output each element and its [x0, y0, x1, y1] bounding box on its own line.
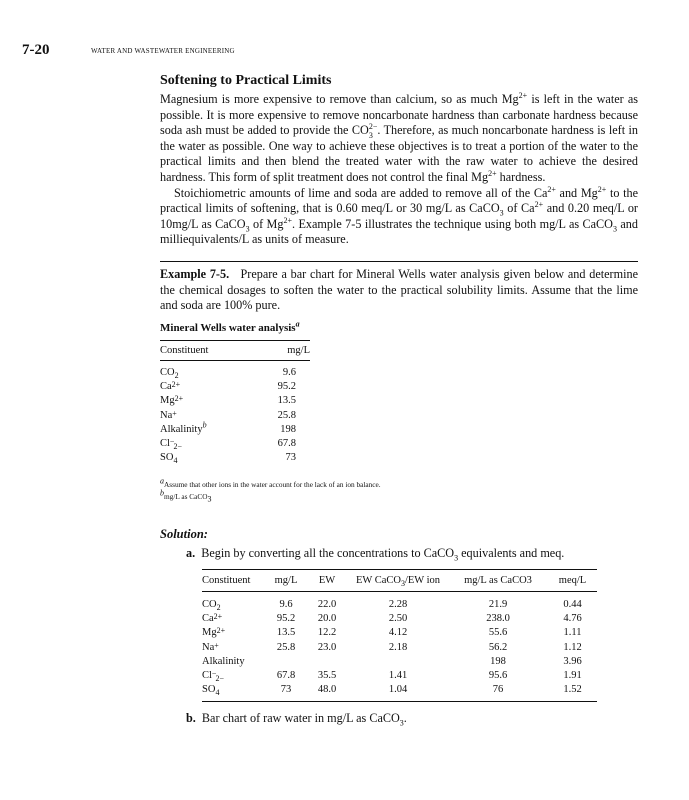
paragraph-2: Stoichiometric amounts of lime and soda are added to remove all of the $Ca^{2+}$ and $Mg^{2+}$ to the practical limits of softening, that is 0.60 meq/L or 30 mg/L as CaCO$_3$ of $Ca^{2+}$ and 0.20 meq/L or 10mg/L as CaCO$_3$ of $Mg^{2+}$. Example 7-5 illustrates the technique using both mg/L as CaCO$_3$ and milliequivalents/L as units of measure.: [160, 184, 639, 247]
table2-mgl: 95.2: [276, 613, 296, 625]
table1-header-mgl: mg/L: [250, 341, 310, 361]
table2-ratio: 2.28: [388, 599, 408, 610]
section-heading: Softening to Practical Limits: [160, 73, 332, 88]
example-text: Prepare a bar chart for Mineral Wells water analysis given below and determine the chemical dosages to soften the water to the practical solubility limits. Assume that the lime and soda are 100% pure.: [160, 267, 638, 313]
table2-header-mgl: mg/L: [266, 570, 306, 592]
table2-caco3: 55.6: [488, 627, 508, 639]
table1-row: [160, 394, 310, 408]
table2-meq: 4.76: [563, 613, 582, 625]
table1-constituent: Alkalinity $^b$: [160, 420, 207, 435]
table1-value: 13.5: [277, 395, 296, 407]
table2-constituent: Mg 2+: [202, 626, 226, 639]
table2-mgl: 25.8: [276, 641, 296, 653]
table1-value: 9.6: [282, 367, 296, 378]
solution-label: Solution:: [160, 527, 208, 541]
table2-row: [202, 669, 597, 683]
table1-value: 73: [285, 452, 296, 464]
table2-constituent: Cl −: [202, 669, 217, 682]
table2-ew: [306, 655, 348, 669]
table1-row: [160, 361, 310, 381]
table2-row: [202, 592, 597, 613]
table2-mgl: 73: [266, 683, 306, 702]
table2-header-constituent: Constituent: [202, 570, 266, 592]
table2-header-meq: meq/L: [548, 570, 597, 592]
table2-caco3: 238.0: [486, 613, 510, 625]
table1-footnote-a: $^a$Assume that other ions in the water account for the lack of an ion balance.: [160, 476, 381, 489]
table2-ratio: 2.18: [388, 641, 408, 653]
table2-meq: 1.91: [563, 670, 582, 682]
table2-mgl: 67.8: [276, 670, 296, 682]
table1-value: 67.8: [277, 438, 296, 450]
table1-footnote-b: $^b$mg/L as CaCO$_3$: [160, 488, 212, 504]
table2-meq: 3.96: [563, 655, 582, 667]
table2-ew: 23.0: [317, 641, 337, 653]
table2-constituent: Ca 2+: [202, 612, 223, 625]
table1-constituent: CO $_2$: [160, 367, 179, 381]
table2-ratio: 2.50: [388, 613, 408, 625]
solution-step-b: b. Bar chart of raw water in mg/L as CaCO$_3$.: [186, 711, 407, 728]
example-top-rule: [160, 261, 638, 262]
table2-mgl: 13.5: [276, 627, 296, 639]
example-label: Example 7-5.: [160, 267, 230, 281]
table2-mgl: 9.6: [279, 599, 293, 610]
table1-value: 95.2: [277, 381, 296, 393]
table1-caption: Mineral Wells water analysis$^a$: [160, 319, 300, 334]
table2-row: [202, 655, 597, 669]
table2-ratio: 4.12: [388, 627, 408, 639]
table2-caco3: 198: [490, 655, 506, 667]
table2-row: [202, 626, 597, 640]
table2-ratio: 1.04: [348, 683, 448, 702]
table2-row: [202, 683, 597, 702]
table2-row: [202, 612, 597, 626]
running-head: WATER AND WASTEWATER ENGINEERING: [91, 47, 235, 55]
page-number: 7-20: [22, 42, 50, 58]
table2-constituent: Na +: [202, 640, 219, 653]
paragraph-1: Magnesium is more expensive to remove than calcium, so as much $Mg^{2+}$ is left in the water as possible. It is more expensive to remove noncarbonate hardness than carbonate hardness because soda ash must be added to provide the $CO_3^{2-}$. Therefore, as much noncarbonate hardness is left in the water as possible. One way to achieve these objectives is to treat a portion of the water to the practical limits and then blend the treated water with the raw water to achieve the desired hardness. This form of split treatment does not control the final $Mg^{2+}$ hardness.: [160, 90, 638, 184]
table1-constituent: Ca 2+: [160, 380, 181, 393]
table2-ew: 22.0: [317, 599, 337, 610]
table2-meq: 0.44: [563, 599, 582, 610]
solution-step-a: a. Begin by converting all the concentrations to CaCO$_3$ equivalents and meq.: [186, 546, 565, 563]
table2-meq: 1.12: [563, 641, 582, 653]
table2-ew: 35.5: [317, 670, 337, 682]
table2-caco3: 76: [448, 683, 548, 702]
table2-constituent: SO 2− $_4$: [202, 683, 266, 702]
table2-constituent: CO $_2$: [202, 599, 221, 613]
table1-row: [160, 380, 310, 394]
table2-meq: 1.52: [548, 683, 597, 702]
table2-caco3: 56.2: [488, 641, 508, 653]
table1-header-constituent: Constituent: [160, 341, 250, 361]
section-body: [160, 92, 638, 248]
table1-row: [160, 423, 310, 437]
table2-header-caco3: mg/L as CaCO3: [448, 570, 548, 592]
table2-header-ew: EW: [306, 570, 348, 592]
table1-value: 25.8: [277, 409, 296, 421]
table1-row: [160, 451, 310, 465]
table2-ew: 20.0: [317, 613, 337, 625]
example-statement: [160, 267, 638, 314]
table2-meq: 1.11: [563, 627, 582, 639]
table2-row: [202, 641, 597, 655]
table1-constituent: Na +: [160, 408, 177, 421]
table2-caco3: 21.9: [488, 599, 508, 610]
table2-header-ratio: EW CaCO$_3$/EW ion: [348, 570, 448, 592]
table2-ew: 48.0: [306, 683, 348, 702]
table2-ratio: [348, 655, 448, 669]
table2-constituent: Alkalinity: [202, 655, 245, 667]
table1-constituent: Mg 2+: [160, 394, 184, 407]
mineral-wells-analysis-table: [160, 340, 310, 465]
table2-mgl: [266, 655, 306, 669]
table1-constituent: SO 2− $_4$: [160, 442, 182, 466]
conversion-table: [202, 569, 597, 702]
table1-row: [160, 437, 310, 451]
table2-ew: 12.2: [317, 627, 337, 639]
table1-value: 198: [280, 423, 296, 435]
table2-ratio: 1.41: [388, 670, 408, 682]
table2-caco3: 95.6: [488, 670, 508, 682]
table1-row: [160, 409, 310, 423]
table1-constituent: Cl −: [160, 437, 175, 450]
